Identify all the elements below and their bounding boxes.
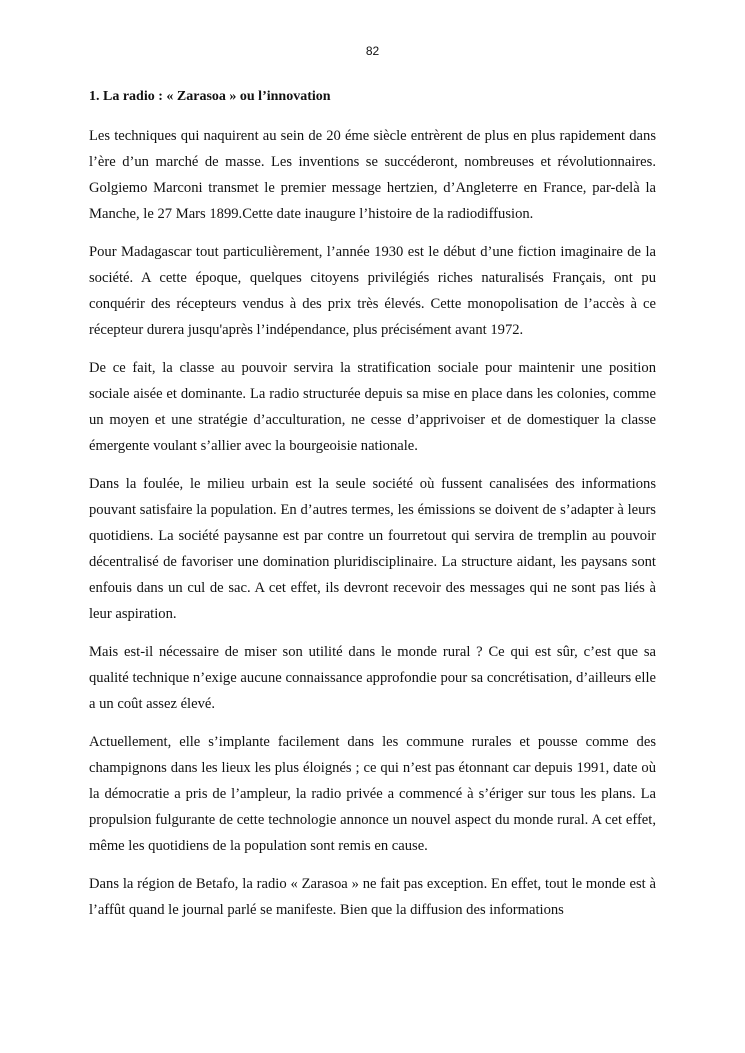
paragraph-5: Mais est-il nécessaire de miser son utilité dans le monde rural ? Ce qui est sûr, c’est que sa qualité technique n’exige aucune connaissance approfondie pour sa concrétisation, d’ailleurs elle a un coût assez élevé. <box>89 644 656 712</box>
paragraph-6: Actuellement, elle s’implante facilement dans les commune rurales et pousse comme des champignons dans les lieux les plus éloignés ; ce qui n’est pas étonnant car depuis 1991, date où la démocratie a pris de l’ampleur, la radio privée a commencé à s’ériger sur tous les plans. La propulsion fulgurante de cette technologie annonce un nouvel aspect du monde rural. A cet effet, même les quotidiens de la population sont remis en cause. <box>89 734 656 854</box>
paragraph-2: Pour Madagascar tout particulièrement, l’année 1930 est le début d’une fiction imaginaire de la société. A cette époque, quelques citoyens privilégiés riches naturalisés Français, ont pu conquérir des récepteurs vendus à des prix très élevés. Cette monopolisation de l’accès à ce récepteur durera jusqu'après l’indépendance, plus précisément avant 1972. <box>89 244 656 338</box>
paragraph-3: De ce fait, la classe au pouvoir servira la stratification sociale pour maintenir une position sociale aisée et dominante. La radio structurée depuis sa mise en place dans les colonies, comme un moyen et une stratégie d’acculturation, ne cesse d’apprivoiser et de domestiquer la classe émergente voulant s’allier avec la bourgeoisie nationale. <box>89 360 656 454</box>
page-number: 82 <box>365 44 380 58</box>
paragraph-7: Dans la région de Betafo, la radio « Zarasoa » ne fait pas exception. En effet, tout le monde est à l’affût quand le journal parlé se manifeste. Bien que la diffusion des informations <box>89 876 656 918</box>
section-heading: 1. La radio : « Zarasoa » ou l’innovation <box>89 89 331 104</box>
paragraph-1: Les techniques qui naquirent au sein de 20 éme siècle entrèrent de plus en plus rapidement dans l’ère d’un marché de masse. Les inventions se succéderont, nombreuses et révolutionnaires. Golgiemo Marconi transmet le premier message hertzien, d’Angleterre en France, par-delà la Manche, le 27 Mars 1899.Cette date inaugure l’histoire de la radiodiffusion. <box>89 128 656 222</box>
paragraph-4: Dans la foulée, le milieu urbain est la seule société où fussent canalisées des informations pouvant satisfaire la population. En d’autres termes, les émissions se doivent de s’adapter à leurs quotidiens. La société paysanne est par contre un fourretout qui servira de tremplin au pouvoir décentralisé de favoriser une domination pluridisciplinaire. La structure aidant, les paysans sont enfouis dans un cul de sac. A cet effet, ils devront recevoir des messages qui ne sont pas liés à leur aspiration. <box>89 476 656 622</box>
page-body <box>89 86 656 935</box>
